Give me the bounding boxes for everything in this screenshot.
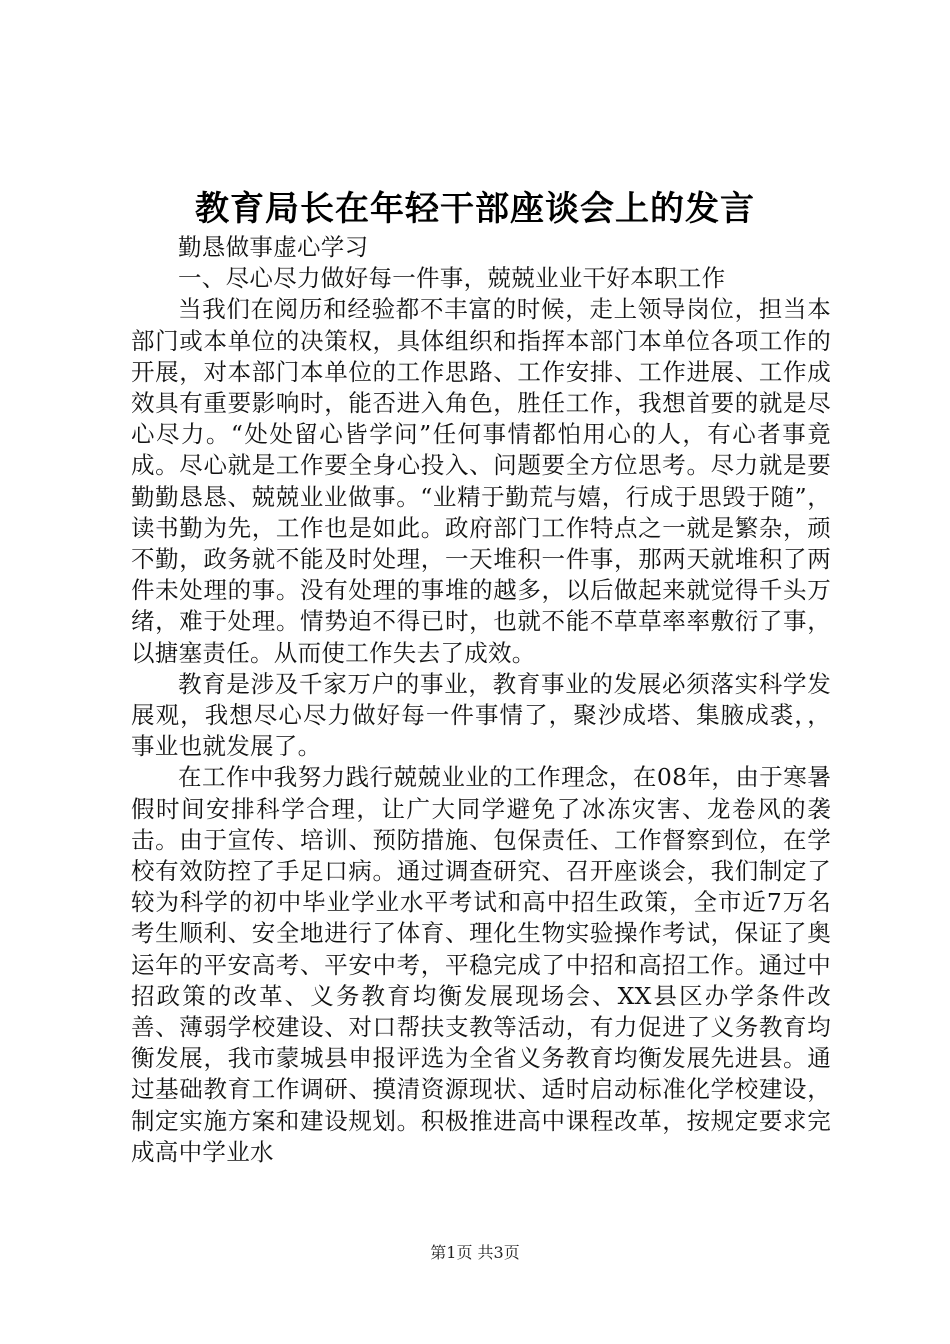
paragraph: 当我们在阅历和经验都不丰富的时候，走上领导岗位，担当本部门或本单位的决策权，具体组织和指挥本部门本单位各项工作的开展，对本部门本单位的工作思路、工作安排、工作进展、工作成效具有重要影响时，能否进入角色，胜任工作，我想首要的就是尽心尽力。“处处留心皆学问”任何事情都怕用心的人，有心者事竟成。尽心就是工作要全身心投入、问题要全方位思考。尽力就是要勤勤恳恳、兢兢业业做事。“业精于勤荒与嬉，行成于思毁于随”，读书勤为先，工作也是如此。政府部门工作特点之一就是繁杂，顽不勤，政务就不能及时处理，一天堆积一件事，那两天就堆积了两件未处理的事。没有处理的事堆的越多，以后做起来就觉得千头万绪，难于处理。情势迫不得已时，也就不能不草草率率敷衍了事，以搪塞责任。从而使工作失去了成效。 (131, 295, 831, 667)
document-body (131, 232, 831, 1168)
subtitle: 勤恳做事虚心学习 (178, 233, 369, 261)
section-heading: 一、尽心尽力做好每一件事，兢兢业业干好本职工作 (178, 264, 726, 293)
page-number-footer: 第1页 共3页 (430, 1243, 520, 1262)
paragraph: 教育是涉及千家万户的事业，教育事业的发展必须落实科学发展观，我想尽心尽力做好每一件事情了，聚沙成塔、集腋成裘，，事业也就发展了。 (131, 669, 831, 761)
document-title: 教育局长在年轻干部座谈会上的发言 (195, 189, 755, 229)
paragraph: 在工作中我努力践行兢兢业业的工作理念，在08年，由于寒暑假时间安排科学合理，让广大同学避免了冰冻灾害、龙卷风的袭击。由于宣传、培训、预防措施、包保责任、工作督察到位，在学校有效防控了手足口病。通过调查研究、召开座谈会，我们制定了较为科学的初中毕业学业水平考试和高中招生政策，全市近7万名考生顺利、安全地进行了体育、理化生物实验操作考试，保证了奥运年的平安高考、平安中考，平稳完成了中招和高招工作。通过中招政策的改革、义务教育均衡发展现场会、XX县区办学条件改善、薄弱学校建设、对口帮扶支教等活动，有力促进了义务教育均衡发展，我市蒙城县申报评选为全省义务教育均衡发展先进县。通过基础教育工作调研、摸清资源现状、适时启动标准化学校建设，制定实施方案和建设规划。积极推进高中课程改革，按规定要求完成高中学业水 (131, 763, 831, 1166)
